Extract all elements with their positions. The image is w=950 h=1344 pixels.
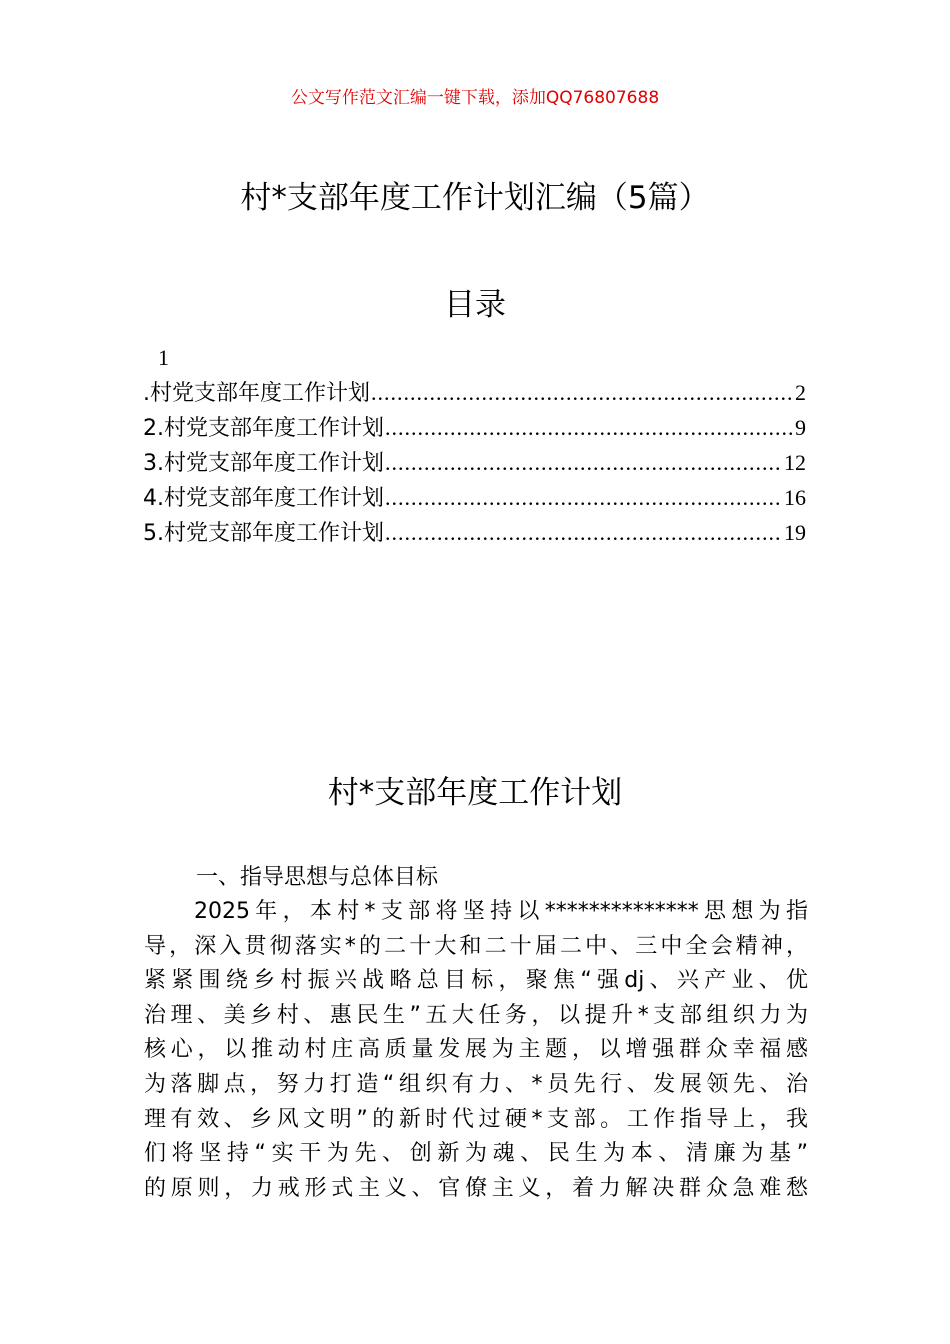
body-line: 治理、美乡村、惠民生”五大任务，以提升*支部组织力为 [144,1002,808,1028]
body-line: 核心，以推动村庄高质量发展为主题，以增强群众幸福感 [144,1037,808,1063]
toc-heading: 目录 [444,287,506,323]
toc-entry-title: 4.村党支部年度工作计划 [143,486,384,511]
toc-entry[interactable] [143,375,806,410]
body-line: 理有效、乡风文明”的新时代过硬*支部。工作指导上，我 [144,1106,808,1132]
toc-entry-page: 19 [784,520,806,545]
section-subheading: 一、指导思想与总体目标 [196,865,439,890]
toc-entry-title: 5.村党支部年度工作计划 [143,521,384,546]
body-line: 2025年，本村*支部将坚持以**************思想为指 [194,899,808,924]
toc-dot-leader [385,445,783,480]
toc-dot-leader [371,375,794,410]
body-line: 紧紧围绕乡村振兴战略总目标，聚焦“强dj、兴产业、优 [144,968,808,994]
toc-dot-leader [385,410,794,445]
document-title: 村*支部年度工作计划汇编（5篇） [240,180,710,216]
toc-dot-leader [385,515,783,550]
body-line: 们将坚持“实干为先、创新为魂、民生为本、清廉为基” [144,1141,808,1167]
toc-entry[interactable] [143,410,806,445]
body-paragraph [144,895,808,1206]
toc-entry-page: 12 [784,450,806,475]
section-title: 村*支部年度工作计划 [327,775,623,811]
header-promo-note: 公文写作范文汇编一键下载，添加QQ76807688 [290,88,660,108]
toc-entry-page: 2 [795,380,806,405]
toc-entry[interactable] [143,480,806,515]
toc-entry-number: 1 [158,345,169,370]
toc-entry[interactable] [143,445,806,480]
toc-entry-title: .村党支部年度工作计划 [143,381,370,406]
table-of-contents [143,375,806,550]
body-line: 导，深入贯彻落实*的二十大和二十届二中、三中全会精神， [144,933,808,959]
body-line: 为落脚点，努力打造“组织有力、*员先行、发展领先、治 [144,1071,808,1097]
toc-entry-page: 16 [784,485,806,510]
toc-dot-leader [385,480,783,515]
toc-entry-title: 3.村党支部年度工作计划 [143,451,384,476]
toc-entry-title: 2.村党支部年度工作计划 [143,416,384,441]
toc-entry-page: 9 [795,415,806,440]
toc-entry[interactable] [143,515,806,550]
body-line: 的原则，力戒形式主义、官僚主义，着力解决群众急难愁 [144,1175,808,1201]
